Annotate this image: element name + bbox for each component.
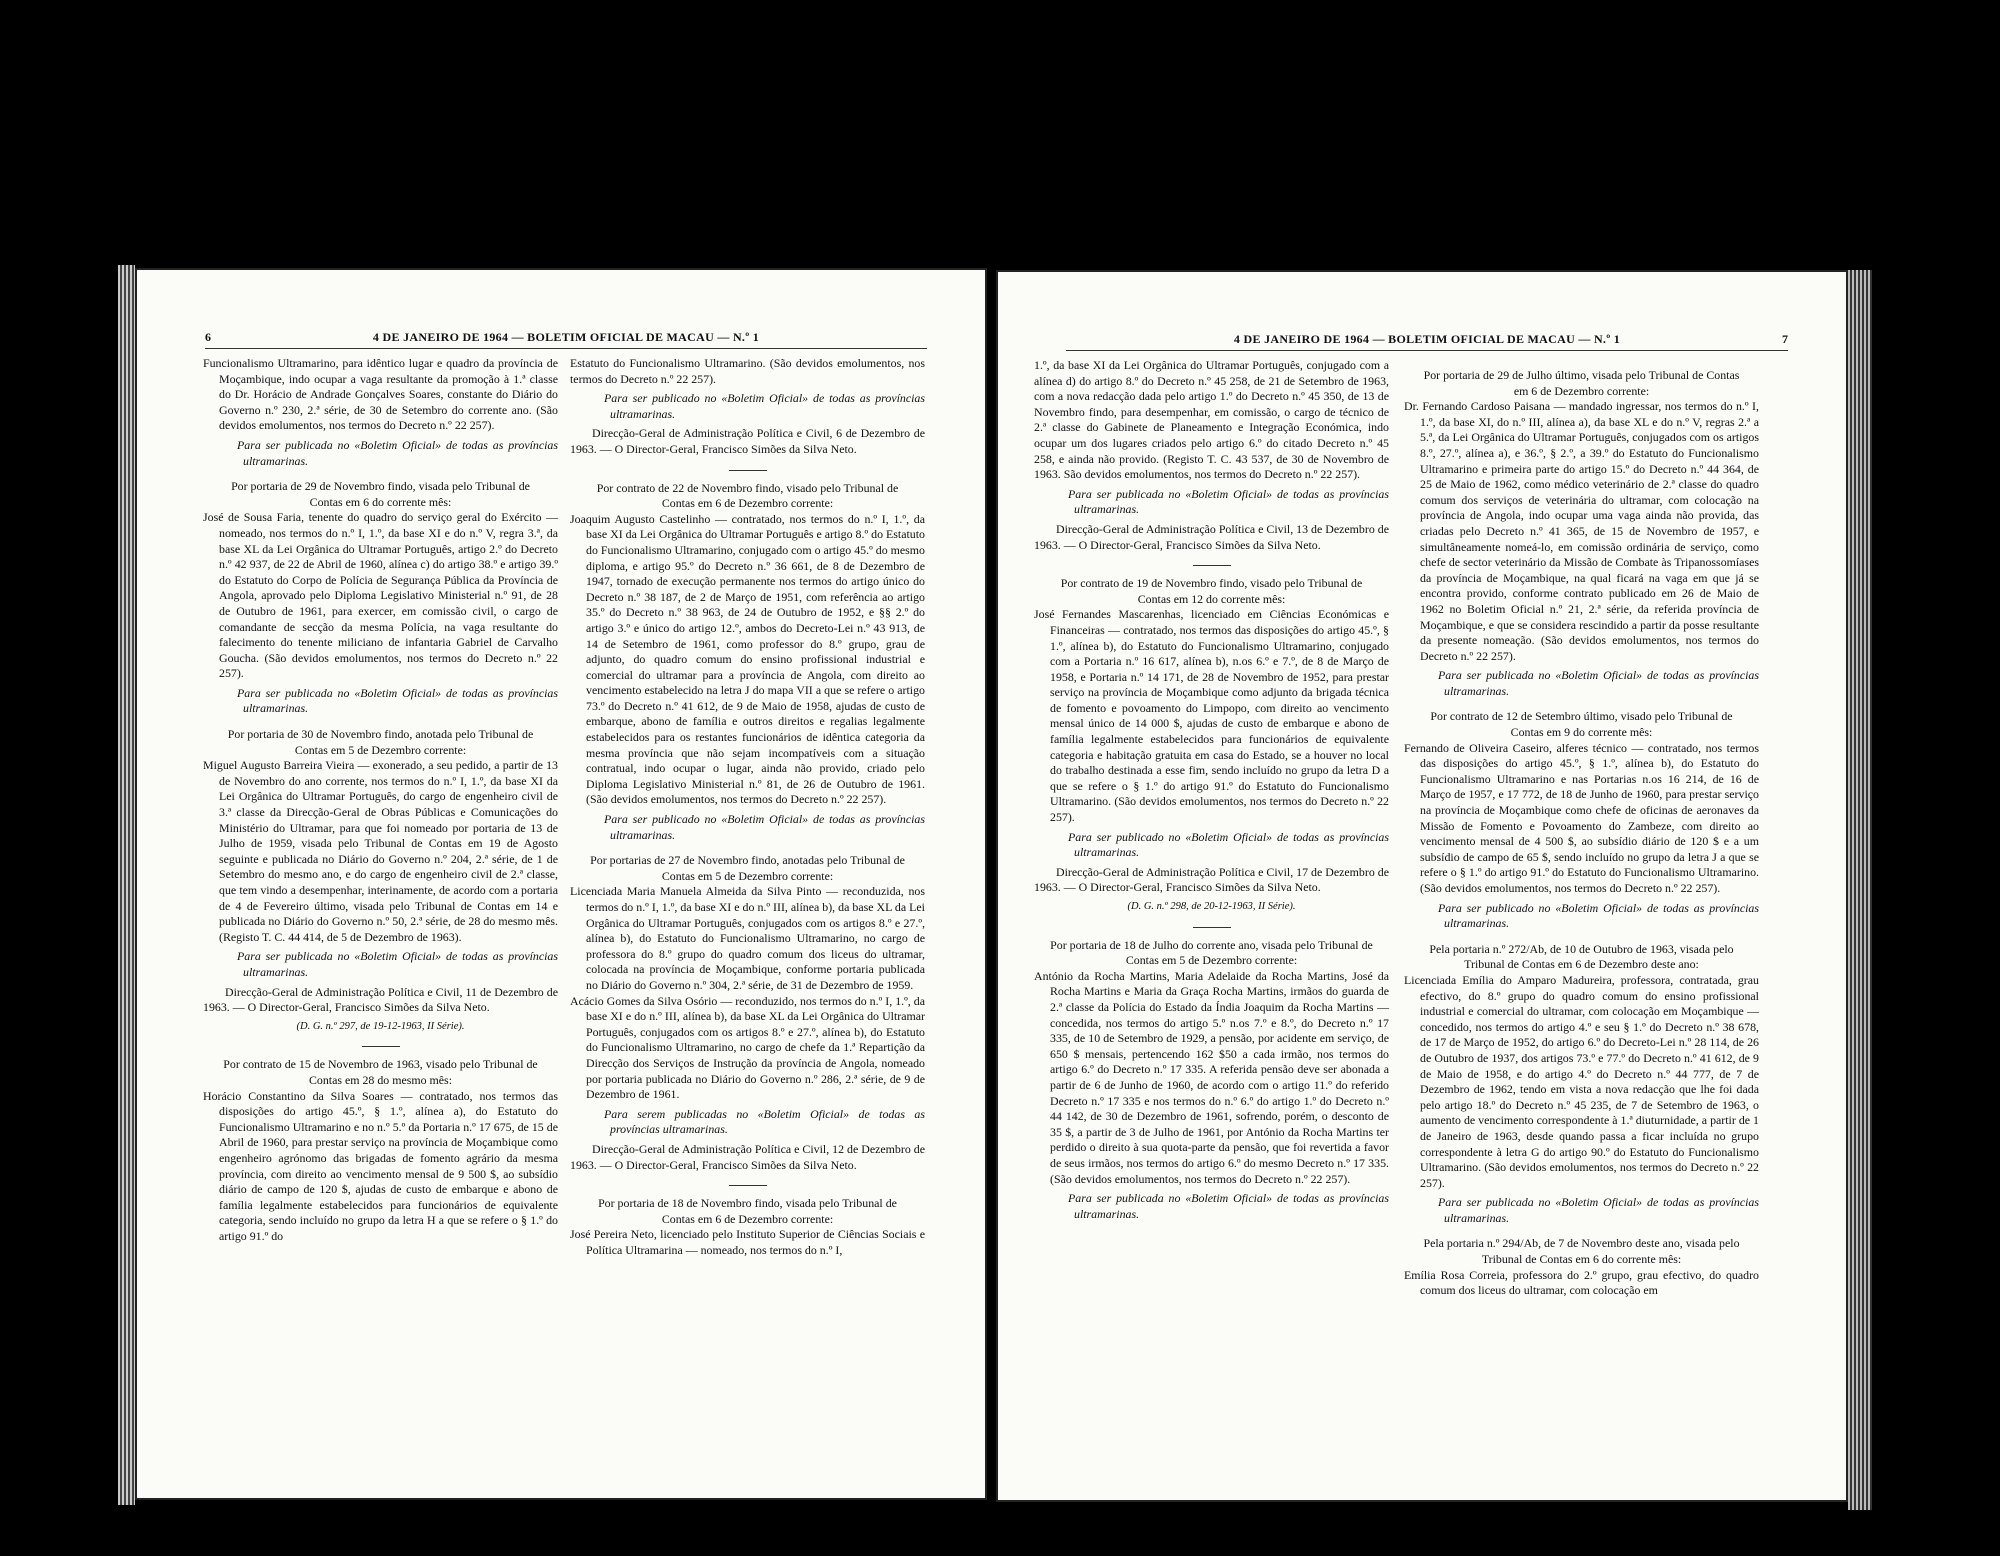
decree-entry: Dr. Fernando Cardoso Paisana — mandado ingressar, nos termos do n.º I, 1.º, da base XI, do n.º III, alínea a), da base XL e do n.º V, regras 2.ª a 5.ª, da Lei Orgânica do Ultramar Português, conjugados com os artigos 8.º, 27.º, alínea a), e 36.º, § 2.º, a 39.º do Estatuto do Funcionalismo Ultramarino e primeira parte do artigo 15.º do Decreto n.º 44 364, de 25 de Maio de 1962, como médico veterinário de 2.ª classe do quadro comum dos serviços de veterinária do ultramar, com colocação na província de Angola, indo ocupar uma vaga ainda não provida, das criadas pelo Decreto n.º 41 365, de 15 de Novembro de 1957, e simultâneamente nomeá-lo, em comissão ordinária de serviço, como chefe de sector veterinário da Missão de Combate às Tripanossomíases da província de Moçambique, na qual ficará na vaga em que já se encontra provido, conforme contrato publicado em 26 de Maio de 1962 no Boletim Oficial n.º 21, 2.ª série, da referida província de Moçambique, e que se considera rescindido a partir da posse resultante da presente nomeação. (São devidos emolumentos, nos termos do Decreto n.º 22 257). bbox=[1404, 399, 1759, 663]
section-divider bbox=[1193, 565, 1231, 566]
section-heading: Por contrato de 12 de Setembro último, visado pelo Tribunal de Contas em 9 do corrente mês: bbox=[1430, 709, 1733, 740]
decree-entry: Horácio Constantino da Silva Soares — contratado, nos termos das disposições do artigo 45.º, § 1.º, alínea a), do Estatuto do Funcionalismo Ultramarino e no n.º 5.º da Portaria n.º 17 675, de 15 de Abril de 1960, para prestar serviço na província de Moçambique como engenheiro agrónomo das brigadas de fomento agrário da mesma província, com direito ao vencimento mensal de 9 500 $, ao subsídio diário de campo de 120 $, ajudas de custo de embarque e abono de família legalmente estabelecidos para funcionários de equivalente categoria, sendo incluído no grupo da letra H a que se refere o § 1.º do artigo 91.º do bbox=[203, 1088, 558, 1243]
decree-entry: Acácio Gomes da Silva Osório — reconduzido, nos termos do n.º I, 1.º, da base XI e do n.º III, alínea b), da base XL da Lei Orgânica do Ultramar Português, conjugados com os artigos 8.º e 27.º, alínea b), do Estatuto do Funcionalismo Ultramarino, no cargo de chefe da 1.ª Repartição da Direcção dos Serviços de Instrução da província de Angola, nomeado por portaria publicada no Diário do Governo n.º 286, 2.ª série, de 9 de Dezembro de 1961. bbox=[570, 993, 925, 1102]
signature-line: Direcção-Geral de Administração Política e Civil, 11 de Dezembro de 1963. — O Director-Geral, Francisco Simões da Silva Neto. bbox=[203, 984, 558, 1015]
signature-line: Direcção-Geral de Administração Política e Civil, 17 de Dezembro de 1963. — O Director-Geral, Francisco Simões da Silva Neto. bbox=[1034, 864, 1389, 895]
decree-entry: Joaquim Augusto Castelinho — contratado, nos termos do n.º I, 1.º, da base XI da Lei Orgânica do Ultramar Português e artigo 8.º do Estatuto do Funcionalismo Ultramarino, conjugado com o artigo 45.º do mesmo diploma, e artigo 95.º do Decreto n.º 36 661, de 8 de Dezembro de 1947, tornado de execução permanente nos termos do artigo único do Decreto n.º 38 187, de 2 de Março de 1951, com referência ao artigo 35.º do Decreto n.º 38 963, de 24 de Outubro de 1952, e §§ 2.º do artigo 3.º e único do artigo 12.º, ambos do Decreto-Lei n.º 43 913, de 14 de Setembro de 1961, como professor do 8.º grupo, grau de adjunto, do quadro comum do ensino profissional industrial e comercial do ultramar para a província de Angola, com direito ao vencimento estabelecido na letra J do mapa VII a que se refere o artigo 73.º do Decreto n.º 41 612, de 9 de Maio de 1958, ajudas de custo de embarque, abono de família e outros direitos e regalias legalmente estabelecidos para os restantes funcionários de idêntica categoria da mesma província que não sejam incompatíveis com a situação contratual, indo ocupar o lugar, ainda não provido, criado pelo Diploma Legislativo Ministerial n.º 81, de 26 de Outubro de 1961. (São devidos emolumentos, nos termos do Decreto n.º 22 257). bbox=[570, 511, 925, 807]
section-heading: Pela portaria n.º 272/Ab, de 10 de Outubro de 1963, visada pelo Tribunal de Contas em 6 de Dezembro deste ano: bbox=[1429, 941, 1734, 972]
section-heading: Por portaria de 30 de Novembro findo, anotada pelo Tribunal de Contas em 5 de Dezembro corrente: bbox=[227, 727, 534, 757]
right-page bbox=[996, 270, 1848, 1502]
right-column-1 bbox=[1034, 358, 1389, 1226]
continued-text: Estatuto do Funcionalismo Ultramarino. (São devidos emolumentos, nos termos do Decreto n.º 22 257). bbox=[570, 356, 925, 386]
right-column-2 bbox=[1404, 358, 1759, 1299]
right-page-number: 7 bbox=[1782, 332, 1788, 346]
decree-entry: José Fernandes Mascarenhas, licenciado em Ciências Económicas e Financeiras — contratado, nos termos das disposições do artigo 45.º, § 1.º, alínea b), do Estatuto do Funcionalismo Ultramarino, conjugado com a Portaria n.º 16 617, alínea b), n.os 6.º e 7.º, de 8 de Março de 1958, e Portaria n.º 14 171, de 28 de Novembro de 1952, para prestar serviço na província de Moçambique como adjunto da brigada técnica de fomento e povoamento do Limpopo, com direito ao vencimento mensal único de 14 000 $, ajudas de custo de embarque e abono de família legalmente estabelecidos para funcionários de equivalente categoria e habitação gratuita em casa do Estado, se a houver no local do trabalho destinada a esse fim, sendo incluído no grupo da letra D a que se refere o § 1.º do artigo 91.º do Estatuto do Funcionalismo Ultramarino. (São devidos emolumentos, nos termos do Decreto n.º 22 257). bbox=[1034, 607, 1389, 825]
right-running-title: 4 DE JANEIRO DE 1964 — BOLETIM OFICIAL DE MACAU — N.º 1 bbox=[1233, 332, 1621, 346]
decree-entry: Licenciada Maria Manuela Almeida da Silva Pinto — reconduzida, nos termos do n.º I, 1.º, da base XI e do n.º III, alínea b), da base XL da Lei Orgânica do Ultramar Português, conjugados com os artigos 8.º e 27.º, alínea b), do Estatuto do Funcionalismo Ultramarino, no cargo de professora do 8.º grupo do quadro comum dos liceus do ultramar, colocada na província de Moçambique, conforme portaria publicada no Diário do Governo n.º 304, 2.ª série, de 31 de Dezembro de 1959. bbox=[570, 884, 925, 992]
source-citation: (D. G. n.º 298, de 20-12-1963, II Série). bbox=[1127, 901, 1296, 912]
book-spine-left bbox=[118, 265, 135, 1505]
left-page bbox=[135, 268, 987, 1500]
decree-entry: António da Rocha Martins, Maria Adelaide da Rocha Martins, José da Rocha Martins e Maria da Graça Rocha Martins, irmãos do guarda de 2.ª classe da Polícia do Estado da Índia Joaquim da Rocha Martins — concedida, nos termos do artigo 5.º n.os 7.º e 8.º, do Decreto n.º 17 335, de 10 de Setembro de 1929, a pensão, por acidente em serviço, de 650 $ mensais, pertencendo 162 $50 a cada irmão, nos termos do artigo 6.º do Decreto n.º 17 335. A referida pensão deve ser abonada a partir de 6 de Junho de 1960, de acordo com o artigo 11.º do referido Decreto n.º 17 335 e nos termos do n.º 6.º do artigo 1.º do Decreto n.º 44 142, de 30 de Dezembro de 1961, sofrendo, porém, o desconto de 35 $, a partir de 3 de Julho de 1961, por António da Rocha Martins ter perdido o direito à sua quota-parte da pensão, que foi revertida a favor de seus irmãos, nos termos do artigo 6.º do mesmo Decreto n.º 17 335. (São devidos emolumentos, nos termos do Decreto n.º 22 257). bbox=[1034, 968, 1389, 1186]
section-divider bbox=[729, 1185, 767, 1186]
decree-entry: José de Sousa Faria, tenente do quadro do serviço geral do Exército — nomeado, nos termos do n.º I, 1.º, da base XI e do n.º V, regra 3.ª, da base XL da Lei Orgânica do Ultramar Português, artigo 2.º do Decreto n.º 42 937, de 22 de Abril de 1960, alínea c) do artigo 38.º e artigo 39.º do Estatuto do Corpo de Polícia de Segurança Pública da Província de Angola, aprovado pelo Diploma Legislativo Ministerial n.º 91, de 28 de Outubro de 1961, para exercer, em comissão civil, o cargo de comandante de secção da mesma Polícia, na vaga resultante do falecimento do tenente miliciano de infantaria Gabriel de Carvalho Goucha. (São devidos emolumentos, nos termos do Decreto n.º 22 257). bbox=[203, 510, 558, 681]
left-page-header bbox=[205, 330, 927, 349]
section-heading: Por contrato de 15 de Novembro de 1963, visado pelo Tribunal de Contas em 28 do mesmo mês: bbox=[223, 1057, 538, 1087]
publication-note: Para ser publicada no «Boletim Oficial» de todas as províncias ultramarinas. bbox=[237, 685, 558, 716]
right-page-header bbox=[1066, 332, 1788, 351]
publication-note: Para ser publicado no «Boletim Oficial» de todas as províncias ultramarinas. bbox=[1438, 900, 1759, 931]
section-divider bbox=[729, 470, 767, 471]
section-divider bbox=[1193, 927, 1231, 928]
source-citation: (D. G. n.º 297, de 19-12-1963, II Série). bbox=[296, 1020, 465, 1032]
publication-note: Para ser publicado no «Boletim Oficial» de todas as províncias ultramarinas. bbox=[604, 391, 925, 421]
publication-note: Para ser publicada no «Boletim Oficial» de todas as províncias ultramarinas. bbox=[1438, 668, 1759, 698]
publication-note: Para ser publicada no «Boletim Oficial» de todas as províncias ultramarinas. bbox=[237, 437, 558, 468]
left-page-number: 6 bbox=[205, 330, 211, 344]
book-spine-right bbox=[1848, 270, 1872, 1510]
publication-note: Para ser publicado no «Boletim Oficial» de todas as províncias ultramarinas. bbox=[1068, 829, 1389, 860]
left-column-2 bbox=[570, 356, 925, 1258]
signature-line: Direcção-Geral de Administração Política e Civil, 6 de Dezembro de 1963. — O Director-Geral, Francisco Simões da Silva Neto. bbox=[570, 426, 925, 456]
continued-text: 1.º, da base XI da Lei Orgânica do Ultramar Português, conjugado com a alínea d) do artigo 8.º do Decreto n.º 45 258, de 21 de Setembro de 1963, com a nova redacção dada pelo artigo 1.º do Decreto n.º 45 350, de 13 de Novembro findo, para desempenhar, em comissão, o cargo de técnico de 2.ª classe do Gabinete de Planeamento e Integração Económica, indo ocupar um dos lugares criados pelo artigo 6.º do citado Decreto n.º 45 258, e ainda não provido. (Registo T. C. 43 537, de 30 de Novembro de 1963. São devidos emolumentos, nos termos do Decreto n.º 22 257). bbox=[1034, 358, 1389, 482]
publication-note: Para serem publicadas no «Boletim Oficial» de todas as províncias ultramarinas. bbox=[604, 1106, 925, 1137]
section-heading: Por portaria de 18 de Julho do corrente ano, visada pelo Tribunal de Contas em 5 de Dezembro corrente: bbox=[1050, 937, 1373, 968]
decree-entry: Emília Rosa Correia, professora do 2.º grupo, grau efectivo, do quadro comum dos liceus do ultramar, com colocação em bbox=[1404, 1267, 1759, 1298]
signature-line: Direcção-Geral de Administração Política e Civil, 13 de Dezembro de 1963. — O Director-Geral, Francisco Simões da Silva Neto. bbox=[1034, 521, 1389, 552]
left-column-1 bbox=[203, 356, 558, 1244]
signature-line: Direcção-Geral de Administração Política e Civil, 12 de Dezembro de 1963. — O Director-Geral, Francisco Simões da Silva Neto. bbox=[570, 1141, 925, 1172]
publication-note: Para ser publicada no «Boletim Oficial» de todas as províncias ultramarinas. bbox=[1438, 1195, 1759, 1225]
section-divider bbox=[362, 1046, 400, 1047]
publication-note: Para ser publicado no «Boletim Oficial» de todas as províncias ultramarinas. bbox=[604, 812, 925, 842]
section-heading: Por contrato de 19 de Novembro findo, visado pelo Tribunal de Contas em 12 do corrente mês: bbox=[1060, 576, 1363, 606]
publication-note: Para ser publicada no «Boletim Oficial» de todas as províncias ultramarinas. bbox=[237, 949, 558, 979]
left-running-title: 4 DE JANEIRO DE 1964 — BOLETIM OFICIAL DE MACAU — N.º 1 bbox=[372, 330, 760, 344]
decree-entry: Miguel Augusto Barreira Vieira — exonerado, a seu pedido, a partir de 13 de Novembro do ano corrente, nos termos do n.º I, 1.º, da base XI da Lei Orgânica do Ultramar Português, do cargo de engenheiro civil de 3.ª classe da Direcção-Geral de Obras Públicas e Comunicações do Ministério do Ultramar, para que foi nomeado por portaria de 13 de Julho de 1959, visada pelo Tribunal de Contas em 19 de Agosto seguinte e publicada no Diário do Governo n.º 204, 2.ª série, de 1 de Setembro do mesmo ano, e do cargo de engenheiro civil de 2.ª classe, que tem vindo a desempenhar, interinamente, de acordo com a portaria de 4 de Fevereiro último, visada pelo Tribunal de Contas em 14 e publicada no Diário do Governo n.º 50, 2.ª série, de 28 do mesmo mês. (Registo T. C. 44 414, de 5 de Dezembro de 1963). bbox=[203, 758, 558, 944]
section-heading: Por contrato de 22 de Novembro findo, visado pelo Tribunal de Contas em 6 de Dezembro corrente: bbox=[596, 480, 899, 511]
section-heading: Por portaria de 29 de Julho último, visada pelo Tribunal de Contas em 6 de Dezembro corrente: bbox=[1423, 368, 1740, 398]
decree-entry: José Pereira Neto, licenciado pelo Instituto Superior de Ciências Sociais e Política Ultramarina — nomeado, nos termos do n.º I, bbox=[570, 1227, 925, 1257]
decree-entry: Fernando de Oliveira Caseiro, alferes técnico — contratado, nos termos das disposições do artigo 45.º, § 1.º, alínea b), do Estatuto do Funcionalismo Ultramarino e nas Portarias n.os 16 214, de 16 de Março de 1957, e 17 772, de 18 de Junho de 1960, para prestar serviço na província de Moçambique como chefe de oficinas de aeronaves da Missão de Fomento e Povoamento do Zambeze, com direito ao vencimento mensal de 4 500 $, ao subsídio diário de 120 $ e a um subsídio de campo de 65 $, sendo incluído no grupo da letra J a que se refere o § 1.º do artigo 91.º do Estatuto do Funcionalismo Ultramarino. (São devidos emolumentos, nos termos do Decreto n.º 22 257). bbox=[1404, 740, 1759, 895]
section-heading: Por portarias de 27 de Novembro findo, anotadas pelo Tribunal de Contas em 5 de Dezembro corrente: bbox=[590, 853, 905, 883]
section-heading: Pela portaria n.º 294/Ab, de 7 de Novembro deste ano, visada pelo Tribunal de Contas em 6 do corrente mês: bbox=[1423, 1236, 1740, 1267]
publication-note: Para ser publicada no «Boletim Oficial» de todas as províncias ultramarinas. bbox=[1068, 1191, 1389, 1221]
publication-note: Para ser publicada no «Boletim Oficial» de todas as províncias ultramarinas. bbox=[1068, 486, 1389, 517]
section-heading: Por portaria de 18 de Novembro findo, visada pelo Tribunal de Contas em 6 de Dezembro corrente: bbox=[598, 1196, 897, 1226]
section-heading: Por portaria de 29 de Novembro findo, visada pelo Tribunal de Contas em 6 do corrente mês: bbox=[231, 479, 530, 509]
decree-entry: Licenciada Emília do Amparo Madureira, professora, contratada, grau efectivo, do 8.º grupo do quadro comum do ensino profissional industrial e comercial do ultramar, com colocação em Moçambique — concedido, nos termos do artigo 4.º e seu § 1.º do Decreto n.º 38 678, de 17 de Março de 1952, do artigo 6.º do Decreto-Lei n.º 28 114, de 26 de Outubro de 1937, dos artigos 73.º e 77.º do Decreto n.º 41 612, de 9 de Maio de 1958, e do artigo 4.º do Decreto n.º 44 777, de 7 de Dezembro de 1962, tendo em vista a nova redacção que lhe foi dada pelo artigo 18.º do Decreto n.º 45 235, de 7 de Setembro de 1963, o aumento de vencimento correspondente à 1.ª diuturnidade, a partir de 1 de Janeiro de 1963, desde quando passa a ficar incluída no grupo correspondente à letra G do artigo 90.º do Estatuto do Funcionalismo Ultramarino. (São devidos emolumentos, nos termos do Decreto n.º 22 257). bbox=[1404, 972, 1759, 1190]
decree-entry: Funcionalismo Ultramarino, para idêntico lugar e quadro da província de Moçambique, indo ocupar a vaga resultante da promoção à 1.ª classe do Dr. Horácio de Andrade Gonçalves Soares, constante do Diário do Governo n.º 230, 2.ª série, de 30 de Setembro do corrente ano. (São devidos emolumentos, nos termos do Decreto n.º 22 257). bbox=[203, 356, 558, 433]
